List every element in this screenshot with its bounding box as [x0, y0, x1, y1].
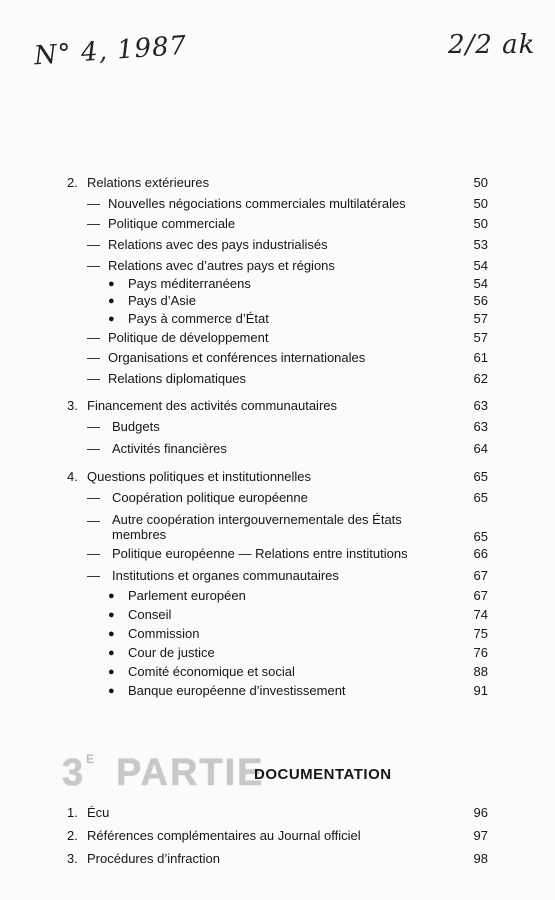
toc-entry [0, 418, 555, 436]
section-number: 2. [67, 175, 78, 190]
toc-entry [0, 329, 555, 347]
entry-title: Nouvelles négociations commerciales multilatérales [108, 196, 406, 211]
entry-title: Politique commerciale [108, 216, 236, 231]
bullet-marker: ● [108, 647, 115, 659]
bullet-marker: ● [108, 628, 115, 640]
page-number: 54 [473, 258, 488, 273]
page-number: 64 [473, 441, 488, 456]
dash-marker: — [87, 490, 100, 505]
toc-entry [0, 440, 555, 458]
page-number: 75 [473, 626, 488, 641]
part-superscript: E [86, 752, 95, 766]
page-number: 56 [473, 293, 488, 308]
item-number: 3. [67, 851, 78, 866]
item-number: 2. [67, 828, 78, 843]
entry-title: Pays d’Asie [128, 293, 196, 308]
item-number: 1. [67, 805, 78, 820]
dash-marker: — [87, 237, 100, 252]
dash-marker: — [87, 216, 100, 231]
entry-title: Relations diplomatiques [108, 371, 247, 386]
page-number: 62 [473, 371, 488, 386]
entry-title: Autre coopération intergouvernementale des États membres [112, 512, 402, 542]
toc-entry [0, 804, 555, 822]
handwritten-note-right: 2/2 ak [448, 30, 536, 60]
part-number: 3 [62, 752, 86, 794]
dash-marker: — [87, 350, 100, 365]
page-number: 63 [473, 398, 488, 413]
entry-title: Comité économique et social [128, 664, 295, 679]
toc-entry [0, 545, 555, 563]
dash-marker: — [87, 258, 100, 273]
page-number: 57 [473, 311, 488, 326]
entry-title: Politique européenne — Relations entre institutions [112, 546, 408, 561]
toc-entry [0, 349, 555, 367]
page-number: 65 [473, 490, 488, 505]
section-title: Relations extérieures [87, 175, 210, 190]
bullet-marker: ● [108, 685, 115, 697]
entry-title: Écu [87, 805, 110, 820]
toc-subentry [0, 310, 555, 328]
bullet-marker: ● [108, 278, 115, 290]
page-number: 67 [473, 588, 488, 603]
page-number: 74 [473, 607, 488, 622]
section-title: Financement des activités communautaires [87, 398, 338, 413]
dash-marker: — [87, 513, 100, 528]
toc-entry [0, 512, 555, 546]
entry-title: Pays à commerce d’État [128, 311, 269, 326]
entry-title: Organisations et conférences internationales [108, 350, 366, 365]
bullet-marker: ● [108, 609, 115, 621]
section-number: 3. [67, 398, 78, 413]
dash-marker: — [87, 441, 100, 456]
dash-marker: — [87, 371, 100, 386]
page-number: 57 [473, 330, 488, 345]
dash-marker: — [87, 196, 100, 211]
bullet-marker: ● [108, 666, 115, 678]
toc-entry [0, 850, 555, 868]
toc-entry [0, 236, 555, 254]
page-number: 66 [473, 546, 488, 561]
part-title: DOCUMENTATION [254, 766, 392, 783]
page-number: 63 [473, 419, 488, 434]
dash-marker: — [87, 568, 100, 583]
page-number: 96 [473, 805, 488, 820]
entry-title: Pays méditerranéens [128, 276, 251, 291]
bullet-marker: ● [108, 313, 115, 325]
toc-subentry [0, 275, 555, 293]
entry-title: Banque européenne d’investissement [128, 683, 346, 698]
entry-title: Institutions et organes communautaires [112, 568, 339, 583]
section-heading [0, 397, 555, 415]
entry-title: Commission [128, 626, 200, 641]
section-heading [0, 174, 555, 192]
toc-entry [0, 215, 555, 233]
bullet-marker: ● [108, 590, 115, 602]
handwritten-note-left: N° 4, 1987 [33, 30, 189, 72]
toc-entry [0, 195, 555, 213]
page-number: 50 [473, 196, 488, 211]
dash-marker: — [87, 330, 100, 345]
entry-title: Relations avec des pays industrialisés [108, 237, 328, 252]
page-number: 65 [473, 529, 488, 544]
part-word: PARTIE [116, 752, 265, 794]
page-number: 50 [473, 216, 488, 231]
page-number: 97 [473, 828, 488, 843]
entry-title: Parlement européen [128, 588, 246, 603]
toc-entry [0, 257, 555, 275]
page-number: 67 [473, 568, 488, 583]
page-number: 88 [473, 664, 488, 679]
entry-title: Coopération politique européenne [112, 490, 308, 505]
dash-marker: — [87, 546, 100, 561]
entry-title: Procédures d’infraction [87, 851, 220, 866]
entry-title: Budgets [112, 419, 160, 434]
page-number: 53 [473, 237, 488, 252]
toc-subentry [0, 606, 555, 624]
page-number: 91 [473, 683, 488, 698]
entry-title: Références complémentaires au Journal officiel [87, 828, 361, 843]
toc-entry [0, 567, 555, 585]
page-number: 98 [473, 851, 488, 866]
section-title: Questions politiques et institutionnelles [87, 469, 312, 484]
page-number: 65 [473, 469, 488, 484]
toc-entry [0, 489, 555, 507]
bullet-marker: ● [108, 295, 115, 307]
entry-title: Relations avec d’autres pays et régions [108, 258, 335, 273]
page-number: 61 [473, 350, 488, 365]
dash-marker: — [87, 419, 100, 434]
section-heading [0, 468, 555, 486]
toc-entry [0, 827, 555, 845]
entry-title: Politique de développement [108, 330, 269, 345]
entry-title: Cour de justice [128, 645, 215, 660]
toc-subentry [0, 644, 555, 662]
toc-subentry [0, 663, 555, 681]
page-number: 76 [473, 645, 488, 660]
page-number: 54 [473, 276, 488, 291]
section-number: 4. [67, 469, 78, 484]
toc-subentry [0, 292, 555, 310]
toc-entry [0, 370, 555, 388]
toc-subentry [0, 625, 555, 643]
page-number: 50 [473, 175, 488, 190]
toc-subentry [0, 587, 555, 605]
entry-title: Activités financières [112, 441, 227, 456]
toc-subentry [0, 682, 555, 700]
entry-title: Conseil [128, 607, 172, 622]
